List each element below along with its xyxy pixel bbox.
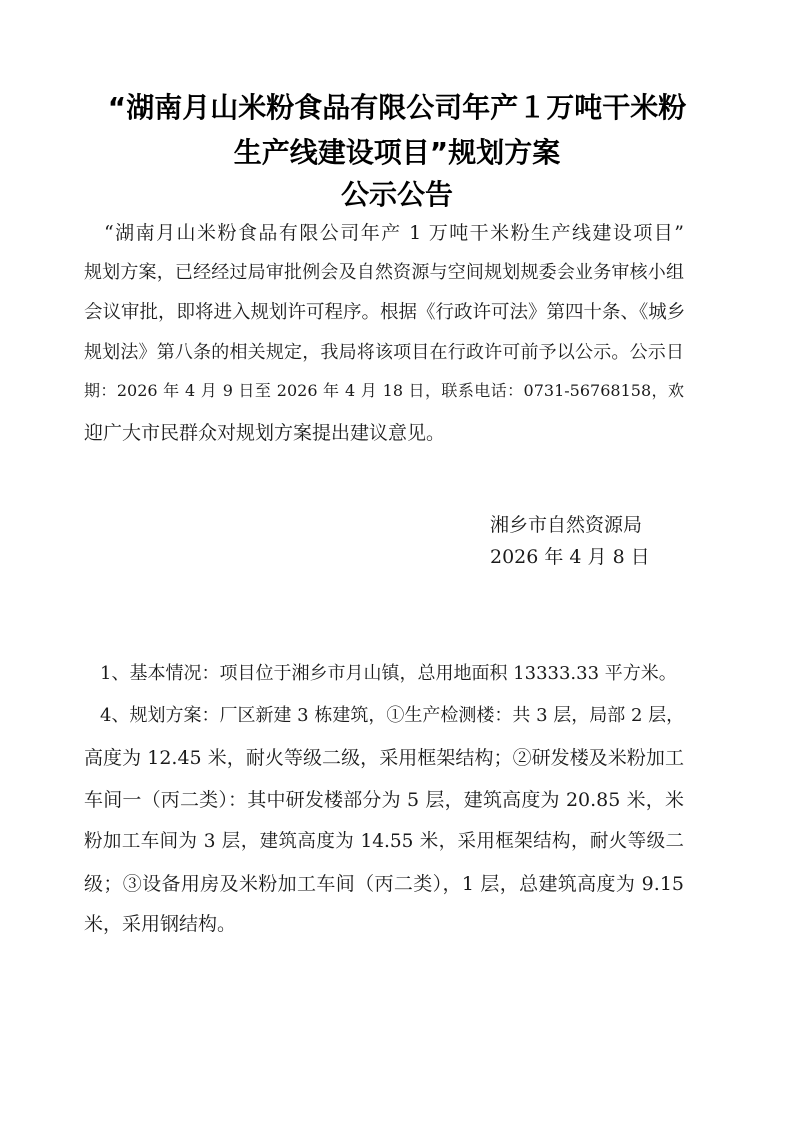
- signature-date: 2026 年 4 月 8 日: [490, 546, 650, 568]
- details-line: 高度为 12.45 米，耐火等级二级，采用框架结构；②研发楼及米粉加工: [84, 747, 684, 769]
- details-line: 米，采用钢结构。: [84, 913, 237, 935]
- title-line-1: “湖南月山米粉食品有限公司年产１万吨干米粉: [107, 91, 687, 124]
- notice-line: 会议审批，即将进入规划许可程序。根据《行政许可法》第四十条、《城乡: [84, 302, 686, 323]
- signature-authority: 湘乡市自然资源局: [490, 514, 643, 536]
- notice-line: “湖南月山米粉食品有限公司年产 1 万吨干米粉生产线建设项目”: [104, 222, 684, 244]
- notice-line: 期：2026 年 4 月 9 日至 2026 年 4 月 18 日，联系电话：0731-56768158，欢: [84, 381, 684, 400]
- details-line: 粉加工车间为 3 层，建筑高度为 14.55 米，采用框架结构，耐火等级二: [84, 831, 684, 852]
- details-line: 1、基本情况：项目位于湘乡市月山镇，总用地面积 13333.33 平方米。: [100, 663, 677, 684]
- notice-line: 规划法》第八条的相关规定，我局将该项目在行政许可前予以公示。公示日: [84, 342, 684, 363]
- details-line: 车间一（丙二类）：其中研发楼部分为 5 层，建筑高度为 20.85 米，米: [84, 789, 684, 811]
- notice-line: 迎广大市民群众对规划方案提出建议意见。: [84, 422, 446, 444]
- details-line: 4、规划方案：厂区新建 3 栋建筑，①生产检测楼：共 3 层，局部 2 层，: [100, 705, 685, 726]
- title-line-3: 公示公告: [340, 178, 453, 211]
- details-line: 级；③设备用房及米粉加工车间（丙二类），1 层，总建筑高度为 9.15: [84, 873, 684, 895]
- notice-line: 规划方案，已经经过局审批例会及自然资源与空间规划规委会业务审核小组: [84, 262, 684, 283]
- title-line-2: 生产线建设项目”规划方案: [233, 136, 561, 169]
